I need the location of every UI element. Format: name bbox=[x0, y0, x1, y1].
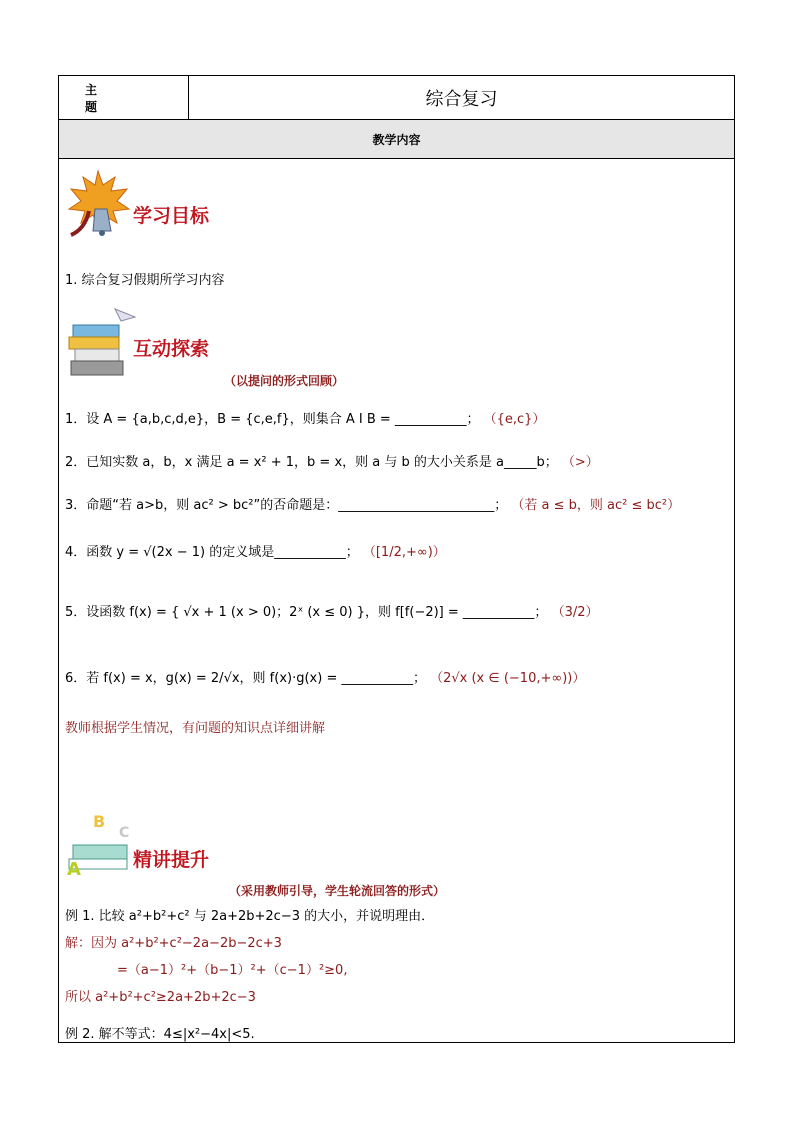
abc-book-icon bbox=[65, 809, 137, 881]
question-1-text: 1．设 A = {a,b,c,d,e}，B = {c,e,f}，则集合 A I B = ___________； bbox=[65, 412, 480, 427]
question-1 bbox=[65, 408, 545, 427]
question-5-text: 5．设函数 f(x) = { √x + 1 (x > 0)；2ˣ (x ≤ 0) }，则 f[f(−2)] = ___________； bbox=[65, 605, 548, 620]
example-1: 例 1. 比较 a²+b²+c² 与 2a+2b+2c−3 的大小，并说明理由． bbox=[65, 909, 435, 924]
topic-row bbox=[59, 76, 734, 120]
books-icon bbox=[67, 307, 137, 381]
goals-item-1: 1. 综合复习假期所学习内容 bbox=[65, 273, 225, 288]
svg-text:A: A bbox=[67, 859, 81, 880]
improve-subtitle: （采用教师引导，学生轮流回答的形式） bbox=[229, 884, 446, 898]
maple-bell-icon bbox=[65, 169, 135, 239]
answer-1: （{e,c}） bbox=[483, 412, 546, 427]
example-2: 例 2. 解不等式：4≤|x²−4x|<5. bbox=[65, 1027, 255, 1042]
question-4 bbox=[65, 541, 446, 560]
improve-heading: 精讲提升 bbox=[133, 849, 210, 871]
teacher-note: 教师根据学生情况，有问题的知识点详细讲解 bbox=[65, 721, 326, 736]
section-header: 教学内容 bbox=[59, 120, 734, 159]
question-3-text: 3．命题“若 a>b，则 ac² > bc²”的否命题是：________________________； bbox=[65, 498, 508, 513]
question-6 bbox=[65, 667, 585, 686]
answer-5: （3/2） bbox=[551, 605, 599, 620]
content-area bbox=[59, 159, 734, 1042]
topic-title: 综合复习 bbox=[425, 88, 498, 110]
goals-heading: 学习目标 bbox=[133, 205, 210, 227]
question-3 bbox=[65, 494, 680, 513]
explore-subtitle: （以提问的形式回顾） bbox=[224, 374, 345, 388]
question-6-text: 6．若 f(x) = x，g(x) = 2/√x，则 f(x)·g(x) = ___________； bbox=[65, 671, 426, 686]
answer-6: （2√x (x ∈ (−10,+∞))） bbox=[430, 671, 586, 686]
solution-line-2: =（a−1）²+（b−1）²+（c−1）²≥0, bbox=[117, 963, 348, 978]
svg-text:C: C bbox=[119, 825, 130, 841]
answer-3: （若 a ≤ b，则 ac² ≤ bc²） bbox=[511, 498, 681, 513]
solution-line-3: 所以 a²+b²+c²≥2a+2b+2c−3 bbox=[65, 990, 256, 1005]
question-5 bbox=[65, 601, 599, 620]
document-table bbox=[58, 75, 735, 1043]
question-2-text: 2．已知实数 a，b，x 满足 a = x² + 1，b = x，则 a 与 b 的大小关系是 a_____b； bbox=[65, 455, 558, 470]
question-4-text: 4．函数 y = √(2x − 1) 的定义域是___________； bbox=[65, 545, 359, 560]
solution-line-1: 解：因为 a²+b²+c²−2a−2b−2c+3 bbox=[65, 936, 282, 951]
topic-label: 主 题 bbox=[59, 76, 189, 119]
question-2 bbox=[65, 451, 599, 470]
answer-2: （>） bbox=[561, 455, 599, 470]
explore-heading: 互动探索 bbox=[133, 338, 210, 360]
svg-text:B: B bbox=[93, 812, 106, 831]
answer-4: （[1/2,+∞)） bbox=[362, 545, 446, 560]
